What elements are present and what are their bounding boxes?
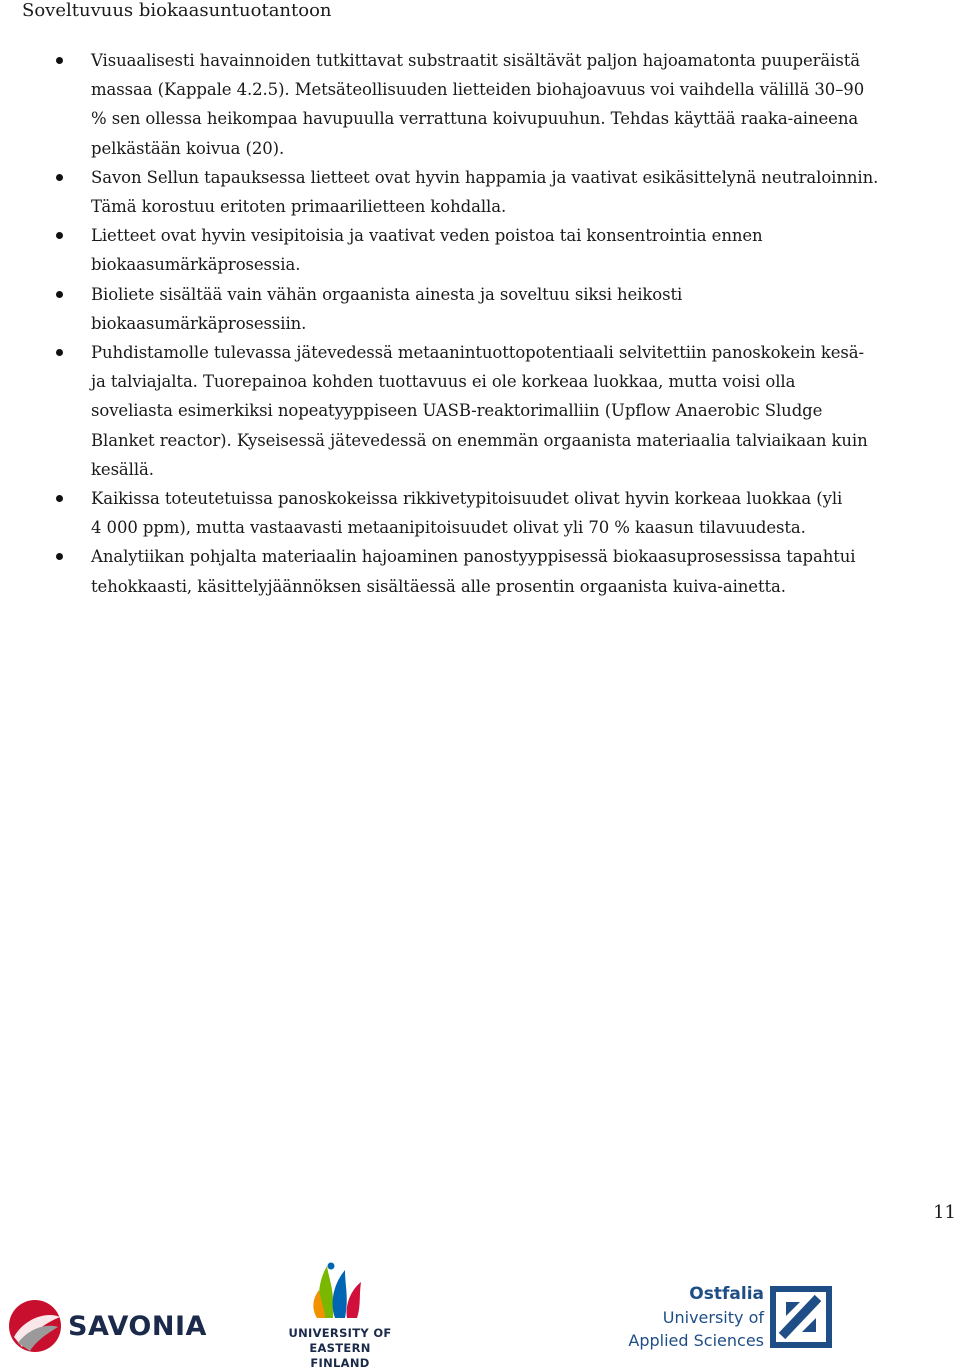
bullet-text-line: Tämä korostuu eritoten primaarilietteen kohdalla. bbox=[91, 197, 507, 217]
bullet-text-line: pelkästään koivua (20). bbox=[91, 138, 285, 158]
bullet-text-line: % sen ollessa heikompaa havupuulla verrattuna koivupuuhun. Tehdas käyttää raaka-aineena bbox=[91, 109, 859, 129]
bullet-dot-icon bbox=[56, 553, 63, 560]
savonia-logo bbox=[6, 1296, 207, 1356]
uef-name-line-2: EASTERN FINLAND bbox=[309, 1341, 371, 1370]
bullet-item bbox=[56, 280, 948, 338]
bullet-text-line: Visuaalisesti havainnoiden tutkittavat substraatit sisältävät paljon hajoamatonta puuperäistä bbox=[91, 51, 860, 70]
bullet-dot-icon bbox=[56, 349, 63, 356]
running-header: Soveltuvuus biokaasuntuotantoon bbox=[22, 0, 332, 21]
bullet-text-line: Analytiikan pohjalta materiaalin hajoaminen panostyyppisessä biokaasuprosessissa tapahtui bbox=[91, 547, 856, 567]
bullet-text-line: Blanket reactor). Kyseisessä jätevedessä on enemmän orgaanista materiaalia talviaikaan kuin bbox=[91, 430, 868, 450]
bullet-text-line: Puhdistamolle tulevassa jätevedessä metaanintuottopotentiaali selvitettiin panoskokein kesä- bbox=[91, 343, 864, 363]
bullet-item bbox=[56, 221, 948, 279]
bullet-item bbox=[56, 484, 948, 542]
bullet-text-line: ja talviajalta. Tuorepainoa kohden tuottavuus ei ole korkeaa luokkaa, mutta voisi olla bbox=[91, 372, 796, 392]
ostfalia-emblem-icon bbox=[770, 1286, 832, 1348]
bullet-text-line: tehokkaasti, käsittelyjäännöksen sisältäessä alle prosentin orgaanista kuiva-ainetta. bbox=[91, 576, 786, 596]
savonia-wordmark: SAVONIA bbox=[68, 1310, 207, 1342]
ostfalia-line-3: Applied Sciences bbox=[628, 1331, 764, 1350]
bullet-text-line: 4 000 ppm), mutta vastaavasti metaanipitoisuudet olivat yli 70 % kaasun tilavuudesta. bbox=[91, 518, 806, 538]
bullet-dot-icon bbox=[56, 57, 63, 64]
bullet-dot-icon bbox=[56, 291, 63, 298]
bullet-text-line: massaa (Kappale 4.2.5). Metsäteollisuuden lietteiden biohajoavuus voi vaihdella välillä 30–90 bbox=[91, 80, 865, 100]
bullet-text-line: soveliasta esimerkiksi nopeatyyppiseen UASB-reaktorimalliin (Upflow Anaerobic Sludge bbox=[91, 401, 823, 421]
uef-logo bbox=[282, 1260, 398, 1371]
bullet-item bbox=[56, 46, 948, 163]
uef-flame-icon bbox=[305, 1260, 375, 1322]
bullet-text-line: Bioliete sisältää vain vähän orgaanista ainesta ja soveltuu siksi heikosti bbox=[91, 284, 683, 304]
bullet-text-line: biokaasumärkäprosessia. bbox=[91, 255, 301, 275]
savonia-emblem-icon bbox=[6, 1297, 64, 1355]
page-number: 11 bbox=[933, 1202, 956, 1223]
bullet-item bbox=[56, 338, 948, 484]
ostfalia-name: Ostfalia bbox=[689, 1284, 764, 1304]
bullet-text-line: kesällä. bbox=[91, 459, 154, 479]
bullet-item bbox=[56, 163, 948, 221]
uef-name-line-1: UNIVERSITY OF bbox=[288, 1326, 392, 1340]
bullet-item bbox=[56, 542, 948, 600]
ostfalia-logo bbox=[628, 1282, 844, 1354]
ostfalia-line-2: University of bbox=[662, 1308, 764, 1327]
bullet-dot-icon bbox=[56, 232, 63, 239]
bullet-dot-icon bbox=[56, 495, 63, 502]
bullet-list bbox=[56, 46, 948, 601]
bullet-text-line: Kaikissa toteutetuissa panoskokeissa rikkivetypitoisuudet olivat hyvin korkeaa luokkaa (yli bbox=[91, 489, 843, 509]
bullet-text-line: biokaasumärkäprosessiin. bbox=[91, 313, 307, 333]
bullet-dot-icon bbox=[56, 174, 63, 181]
bullet-text-line: Lietteet ovat hyvin vesipitoisia ja vaativat veden poistoa tai konsentrointia ennen bbox=[91, 226, 763, 246]
bullet-text-line: Savon Sellun tapauksessa lietteet ovat hyvin happamia ja vaativat esikäsittelynä neutraloinnin. bbox=[91, 167, 879, 187]
